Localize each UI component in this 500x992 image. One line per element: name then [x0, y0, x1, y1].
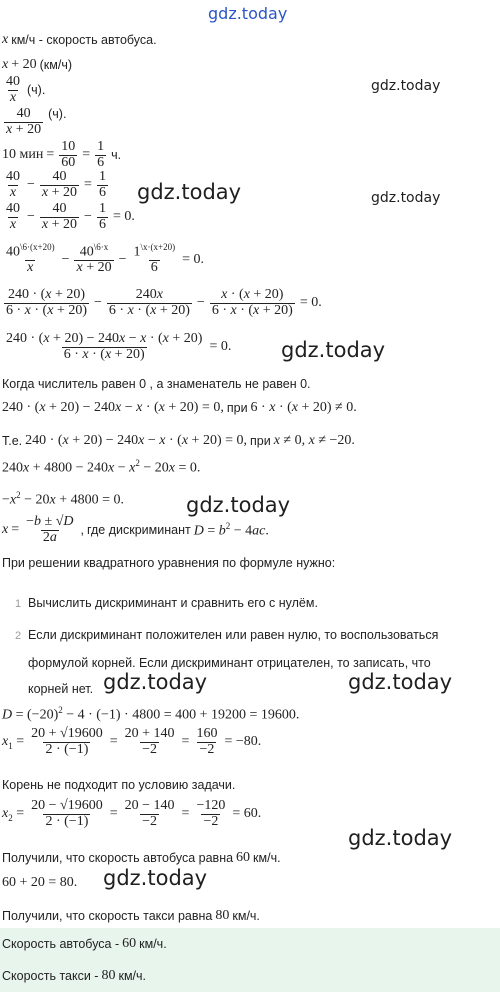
- equation-taxi: 60 + 20 = 80.: [2, 875, 78, 890]
- line-minutes: 10 мин = $\frac{10}{60}$ = $\frac{1}{6}$ ч.: [2, 139, 122, 170]
- step-2-text-a: Если дискриминант положителен или равен нулю, то воспользоваться: [28, 628, 439, 642]
- watermark: gdz.today: [103, 670, 208, 694]
- line-taxi-speed: x + 20 (км/ч): [2, 57, 72, 72]
- equation-x1: $x_1$ = $\frac{20 + √19600}{2 \cdot (-1)}$ = $\frac{20 + 140}{-2}$ = $\frac{160}{-2}$ = −80.: [2, 726, 262, 757]
- watermark: gdz.today: [348, 670, 453, 694]
- step-number: 2: [15, 630, 22, 642]
- equation-discriminant: $D = (-20)^2 - 4 \cdot (-1) \cdot 4800 = 400 + 19200 = 19600$.: [2, 705, 300, 723]
- step-2-text-c: корней нет.: [28, 682, 94, 696]
- step-2-text-b: формулой корней. Если дискриминант отрицателен, то записать, что: [28, 656, 431, 670]
- equation-1: $\frac{40}{x}$ − $\frac{40}{x + 20}$ = $\frac{1}{6}$: [6, 169, 106, 200]
- equation-9: $-x^2 - 20x + 4800 = 0$.: [2, 490, 125, 508]
- equation-6: 240 · (x + 20) − 240x − x · (x + 20) = 0, при 6 · x · (x + 20) ≠ 0.: [2, 400, 357, 415]
- equation-2: $\frac{40}{x}$ − $\frac{40}{x + 20}$ − $\frac{1}{6}$ = 0.: [6, 201, 135, 232]
- watermark: gdz.today: [371, 78, 441, 94]
- line-bus-time: $\frac{40}{x}$ (ч).: [6, 74, 46, 105]
- watermark-top: gdz.today: [208, 4, 288, 23]
- answer-bus: Скорость автобуса - 60 км/ч.: [2, 936, 167, 951]
- watermark: gdz.today: [186, 493, 291, 517]
- step-number: 1: [15, 598, 22, 610]
- equation-x2: $x_2$ = $\frac{20 - √19600}{2 \cdot (-1)}$ = $\frac{20 - 140}{-2}$ = $\frac{-120}{-2}$ = 60.: [2, 798, 262, 829]
- equation-7: Т.е. 240 · (x + 20) − 240x − x · (x + 20) = 0, при x ≠ 0, x ≠ −20.: [2, 433, 355, 448]
- watermark: gdz.today: [348, 826, 453, 850]
- watermark: gdz.today: [281, 338, 386, 362]
- text-quadratic-intro: При решении квадратного уравнения по формуле нужно:: [2, 556, 336, 570]
- equation-4: $\frac{240 \cdot (x + 20)}{6 \cdot x \cdot (x + 20)}$ − $\frac{240x}{6 \cdot x \cdot (x + 20)}$ − $\frac{x \cdot (x + 20)}{6 \cdot x \cdot (x + 20)}$ = 0.: [6, 287, 322, 318]
- equation-8: $240x + 4800 - 240x - x^2 - 20x = 0$.: [2, 458, 201, 476]
- step-1-text: Вычислить дискриминант и сравнить его с нулём.: [28, 596, 318, 610]
- formula-roots: x = $\frac{-b \pm √D}{2a}$ , где дискриминант $D = b^2 - 4ac$.: [2, 514, 269, 545]
- equation-5: $\frac{240 \cdot (x + 20) - 240x - x \cdot (x + 20)}{6 \cdot x \cdot (x + 20)}$ = 0.: [6, 331, 232, 362]
- equation-3: $\frac{40^{\backslash 6\cdot(x+20)}}{x}$ − $\frac{40^{\backslash 6\cdot x}}{x + 20}$ − $\frac{1^{\backslash x\cdot(x+20)}}{6}$ = 0.: [6, 242, 204, 276]
- answer-taxi: Скорость такси - 80 км/ч.: [2, 968, 146, 983]
- watermark: gdz.today: [103, 866, 208, 890]
- text-bus-speed-result: Получили, что скорость автобуса равна 60 км/ч.: [2, 850, 281, 865]
- line-x-definition: x км/ч - скорость автобуса.: [2, 32, 157, 47]
- text-root-rejected: Корень не подходит по условию задачи.: [2, 778, 236, 792]
- line-taxi-time: $\frac{40}{x + 20}$ (ч).: [6, 106, 67, 137]
- watermark: gdz.today: [137, 180, 242, 204]
- text-numerator-zero: Когда числитель равен 0 , а знаменатель не равен 0.: [2, 377, 311, 391]
- text-taxi-speed-result: Получили, что скорость такси равна 80 км/ч.: [2, 908, 260, 923]
- watermark: gdz.today: [371, 190, 441, 206]
